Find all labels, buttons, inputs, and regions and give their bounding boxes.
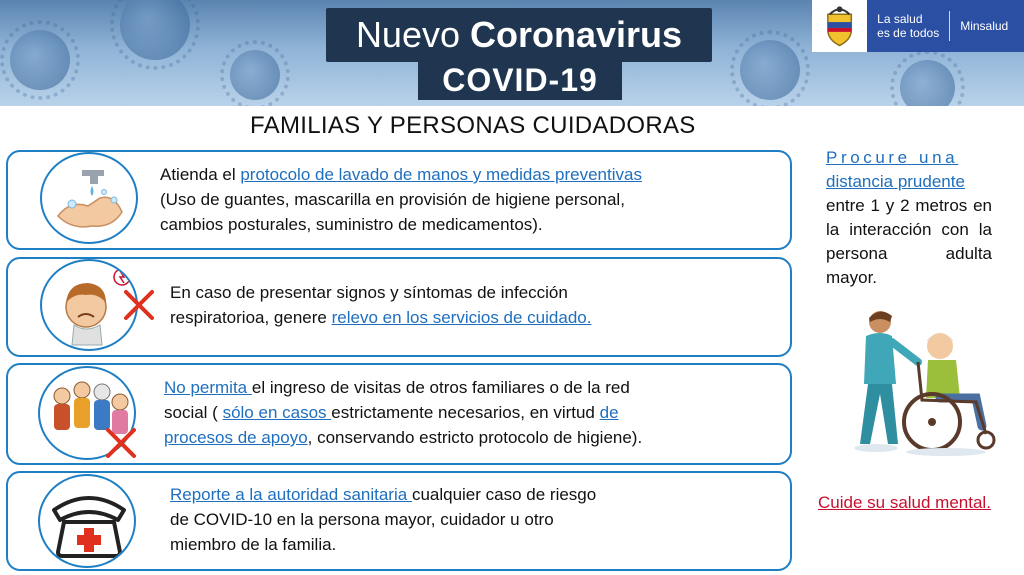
- support-process-link-part2[interactable]: procesos de apoyo: [164, 428, 308, 447]
- card3-text1: el ingreso de visitas de otros familiares o de la red: [251, 378, 630, 397]
- gov-slogan-line1: La salud: [877, 12, 923, 26]
- telephone-health-icon: [38, 474, 136, 568]
- only-cases-link[interactable]: sólo en casos: [222, 403, 332, 422]
- card4-text1: cualquier caso de riesgo: [411, 485, 597, 504]
- distance-advice-text: entre 1 y 2 metros en la interacción con la persona adulta mayor.: [826, 196, 992, 287]
- card-report-text: [170, 482, 770, 557]
- prohibited-x-icon: [122, 288, 156, 322]
- no-permit-link[interactable]: No permita: [164, 378, 252, 397]
- caregiver-wheelchair-icon: [836, 306, 1006, 456]
- card-handwashing-text: [160, 162, 760, 237]
- handwashing-protocol-link[interactable]: protocolo de lavado de manos y medidas preventivas: [240, 165, 642, 184]
- section-title: FAMILIAS Y PERSONAS CUIDADORAS: [250, 112, 696, 139]
- report-authority-link[interactable]: Reporte a la autoridad sanitaria: [170, 485, 412, 504]
- mental-health-link[interactable]: Cuide su salud mental.: [818, 493, 991, 512]
- card4-text-line3: miembro de la familia.: [170, 535, 337, 554]
- government-logo: [812, 0, 1024, 52]
- card-visits-text: [164, 375, 774, 450]
- virus-decoration-icon: [900, 60, 955, 106]
- card2-text-line1: En caso de presentar signos y síntomas de infección: [170, 283, 568, 302]
- virus-decoration-icon: [10, 30, 70, 90]
- virus-decoration-icon: [120, 0, 190, 60]
- support-process-link-part1[interactable]: de: [599, 403, 619, 422]
- prohibited-x-icon: [104, 426, 138, 460]
- gov-divider: [949, 11, 950, 41]
- card1-text-line3: cambios posturales, suministro de medicamentos).: [160, 215, 543, 234]
- card3-text-pre2: social (: [164, 403, 223, 422]
- card1-text-pre: Atienda el: [160, 165, 241, 184]
- header-banner: [0, 0, 1024, 106]
- title-bold: Coronavirus: [470, 14, 683, 55]
- card3-text3: , conservando estricto protocolo de higiene).: [307, 428, 643, 447]
- virus-decoration-icon: [740, 40, 800, 100]
- care-relief-link[interactable]: relevo en los servicios de cuidado.: [331, 308, 592, 327]
- keep-distance-link-part2[interactable]: distancia prudente: [826, 172, 965, 191]
- page-title-line2: COVID-19: [418, 60, 622, 100]
- gov-slogan-line2: es de todos: [877, 26, 940, 40]
- keep-distance-link-part1[interactable]: Procure una: [826, 148, 959, 167]
- card4-text-line2: de COVID-10 en la persona mayor, cuidador u otro: [170, 510, 554, 529]
- virus-decoration-icon: [230, 50, 280, 100]
- gov-brand: Minsalud: [960, 19, 1009, 33]
- distance-advice: [826, 146, 992, 290]
- card1-text-line2: (Uso de guantes, mascarilla en provisión de higiene personal,: [160, 190, 625, 209]
- page-title-line1: [326, 8, 712, 62]
- gov-slogan: [867, 0, 1024, 52]
- card-symptoms-text: [170, 280, 770, 330]
- card3-text2: estrictamente necesarios, en virtud: [331, 403, 600, 422]
- colombia-coat-of-arms-icon: [820, 4, 859, 48]
- card2-text-pre: respiratorioa, genere: [170, 308, 332, 327]
- handwashing-icon: [40, 152, 138, 244]
- title-regular: Nuevo: [355, 14, 471, 55]
